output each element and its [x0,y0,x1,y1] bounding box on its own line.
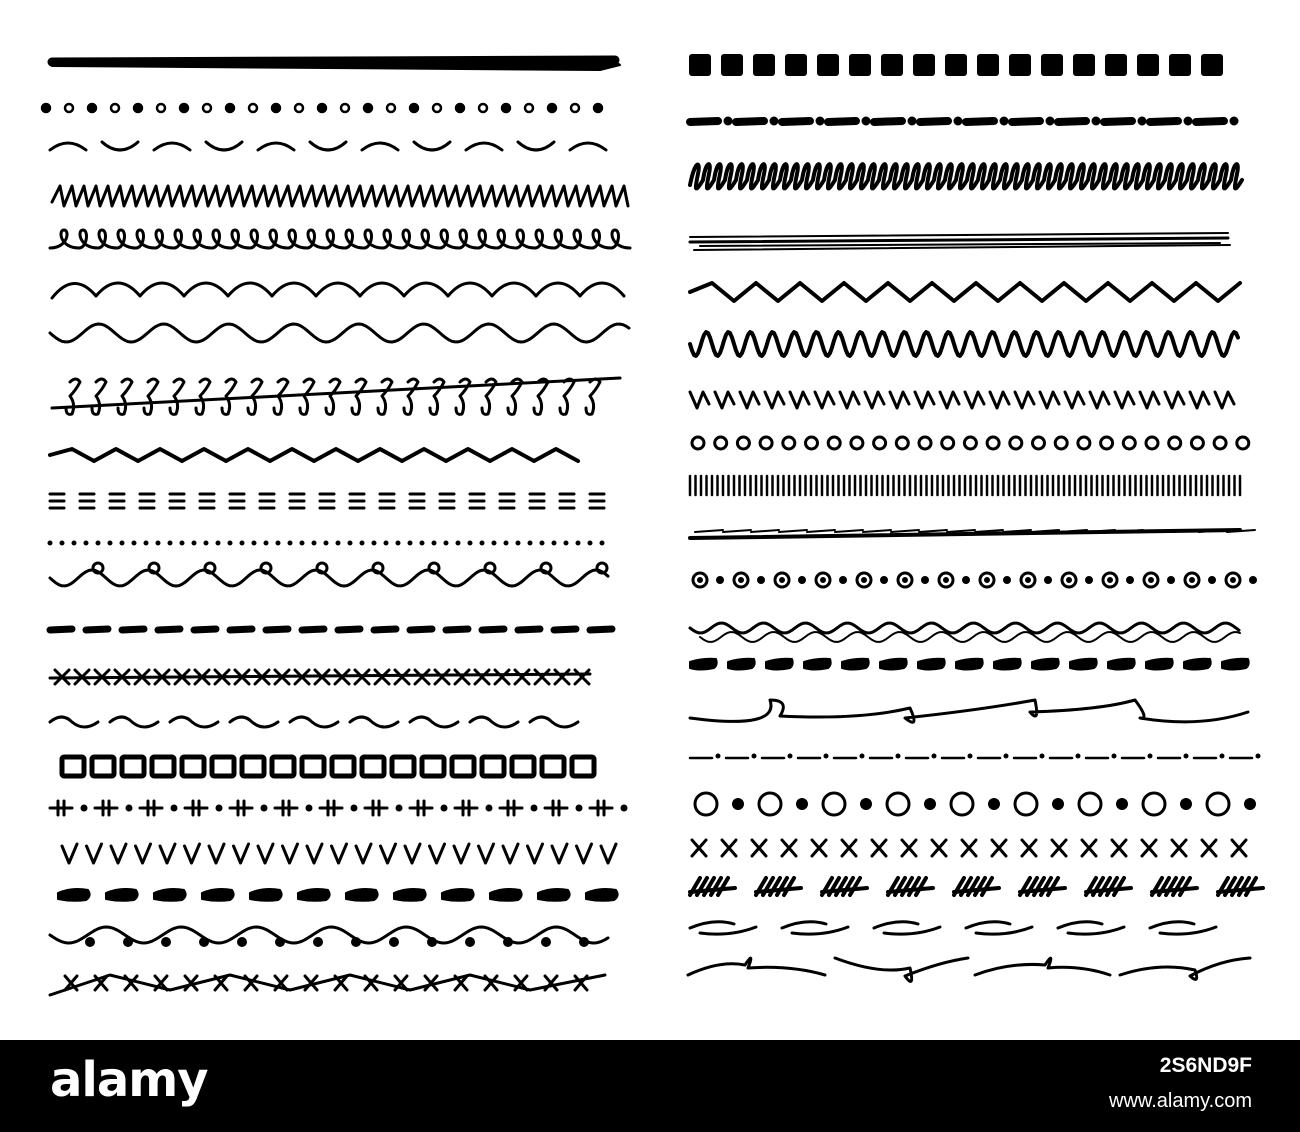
row-zigzag [690,283,1240,301]
row-dot-wave [50,927,608,947]
row-wave [50,324,629,342]
row-squares [62,757,594,776]
row-dash-dot [690,117,1238,125]
row-dash-dot-ticks [50,801,627,815]
row-sketch-lines [690,233,1230,250]
row-swooshes [690,922,1216,934]
row-tight-scribble [690,164,1242,188]
row-arcs [50,142,606,150]
brand-logo: alamy [50,1052,208,1108]
row-loop-wave [50,563,608,586]
row-brush-dashes [690,659,1249,670]
footer-bar [0,1040,1300,1132]
row-ring-dot [693,573,1257,587]
row-x-marks [692,840,1246,856]
row-loops [50,230,630,248]
row-rings [692,437,1249,449]
row-thick-brush-stroke [52,58,620,70]
row-dashes [50,629,612,630]
row-loop-curve [690,700,1248,722]
row-v-marks [62,844,616,863]
row-meander [690,332,1238,356]
row-dash-dot-small [690,754,1260,758]
row-double-wave [690,623,1240,642]
row-blob-dashes [58,889,618,901]
row-triple-dashes [50,494,604,508]
row-circles-dots [695,793,1256,815]
row-vertical-ticks [690,476,1240,495]
stock-id: 2S6ND9F [1159,1054,1252,1077]
row-tiny-dots [48,541,604,545]
row-s-loops [52,378,620,414]
row-small-dots [42,104,602,112]
row-hatched-marks [690,878,1263,895]
site-url: www.alamy.com [1109,1090,1252,1112]
row-cross-wave [50,975,605,995]
row-v-pattern [690,392,1234,408]
row-zigzag-scribble [52,186,628,206]
row-cross-stitch [50,670,590,684]
row-scallops [52,283,624,298]
row-wavy-dashes [50,717,578,727]
row-hatched-brush [690,530,1255,538]
row-scribble-blocks [690,55,1222,75]
row-swirl-flourish [688,958,1250,981]
row-jagged-line [50,449,578,461]
